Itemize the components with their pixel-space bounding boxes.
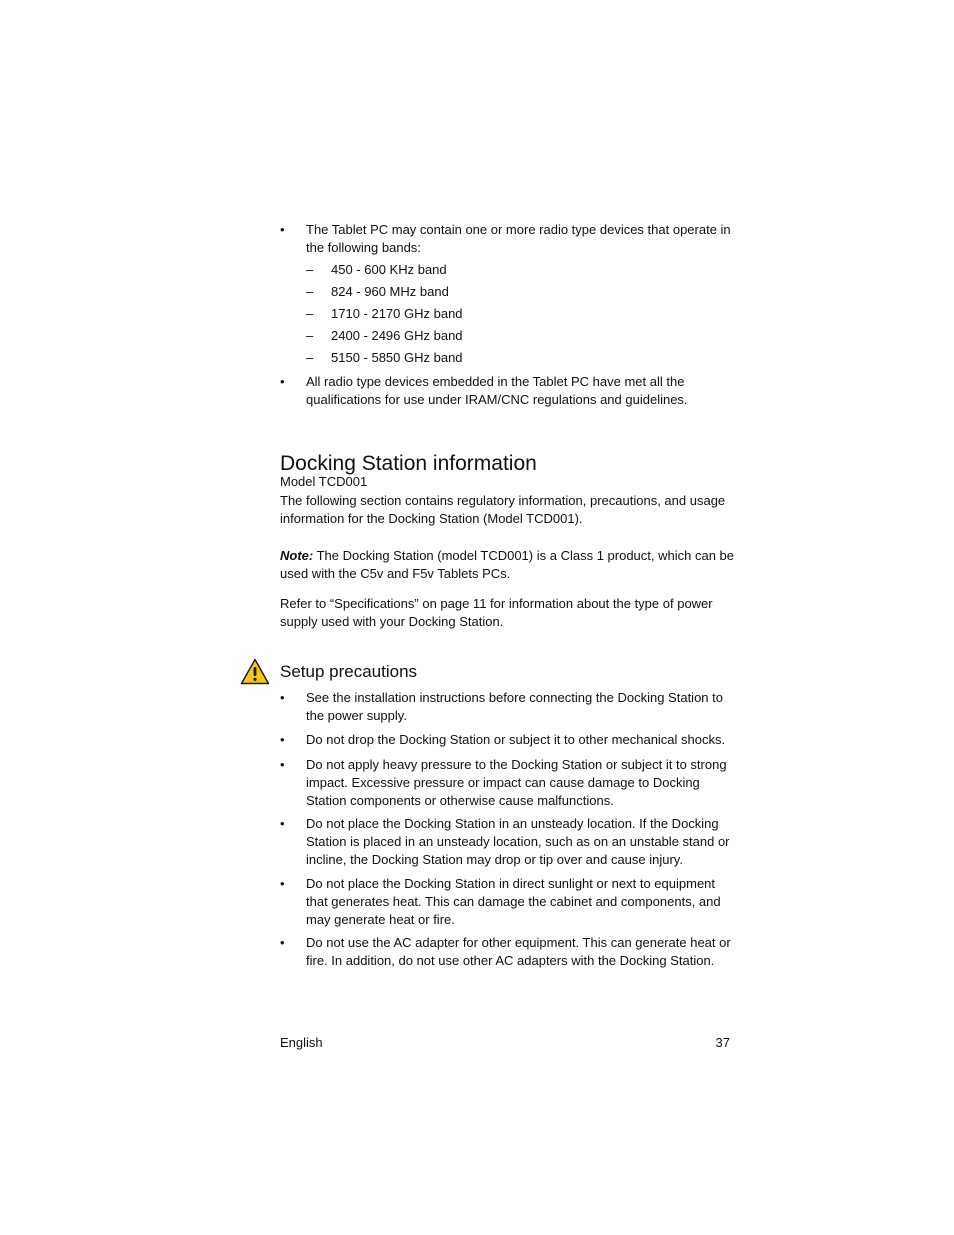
precaution-item: See the installation instructions before connecting the Docking Station to the power supply. <box>306 690 723 723</box>
band-item: 2400 - 2496 GHz band <box>331 328 463 343</box>
band-item: 1710 - 2170 GHz band <box>331 306 463 321</box>
docking-intro: The following section contains regulatory information, precautions, and usage information for the Docking Station (Model TCD001). <box>280 493 726 526</box>
bullet-marker: • <box>280 757 285 772</box>
radio-intro-bullet: The Tablet PC may contain one or more radio type devices that operate in the following bands: <box>306 222 731 255</box>
dash-marker: – <box>306 306 314 321</box>
dash-marker: – <box>306 262 314 277</box>
dash-marker: – <box>306 284 314 299</box>
precaution-item: Do not apply heavy pressure to the Docking Station or subject it to strong impact. Excessive pressure or impact can cause damage to Docking Station components or otherwise cause malfunctions. <box>306 757 727 808</box>
bullet-marker: • <box>280 816 285 831</box>
precaution-item: Do not drop the Docking Station or subject it to other mechanical shocks. <box>306 732 726 747</box>
note-label: Note: <box>280 548 314 563</box>
refer-paragraph: Refer to “Specifications” on page 11 for information about the type of power supply used with your Docking Station. <box>280 596 713 629</box>
footer-language: English <box>280 1035 323 1050</box>
band-item: 824 - 960 MHz band <box>331 284 449 299</box>
precaution-item: Do not place the Docking Station in direct sunlight or next to equipment that generates heat. This can damage the cabinet and components, and may generate heat or fire. <box>306 876 721 927</box>
bullet-marker: • <box>280 732 285 747</box>
band-item: 450 - 600 KHz band <box>331 262 447 277</box>
subsection-heading: Setup precautions <box>280 662 418 681</box>
section-heading: Docking Station information <box>280 452 537 475</box>
radio-compliance-bullet: All radio type devices embedded in the Tablet PC have met all the qualifications for use under IRAM/CNC regulations and guidelines. <box>306 374 688 407</box>
bullet-marker: • <box>280 222 285 237</box>
note-paragraph <box>280 547 735 583</box>
precaution-item: Do not use the AC adapter for other equipment. This can generate heat or fire. In addition, do not use other AC adapters with the Docking Station. <box>306 935 731 968</box>
dash-marker: – <box>306 350 314 365</box>
model-label: Model TCD001 <box>280 474 368 489</box>
bullet-marker: • <box>280 876 285 891</box>
bullet-marker: • <box>280 690 285 705</box>
page-number: 37 <box>715 1035 730 1050</box>
precaution-item: Do not place the Docking Station in an unsteady location. If the Docking Station is placed in an unsteady location, such as on an unstable stand or incline, the Docking Station may drop or tip over and cause injury. <box>306 816 730 867</box>
note-text: The Docking Station (model TCD001) is a Class 1 product, which can be used with the C5v and F5v Tablets PCs. <box>280 548 734 581</box>
dash-marker: – <box>306 328 314 343</box>
warning-icon <box>240 658 270 685</box>
band-item: 5150 - 5850 GHz band <box>331 350 463 365</box>
bullet-marker: • <box>280 374 285 389</box>
bullet-marker: • <box>280 935 285 950</box>
